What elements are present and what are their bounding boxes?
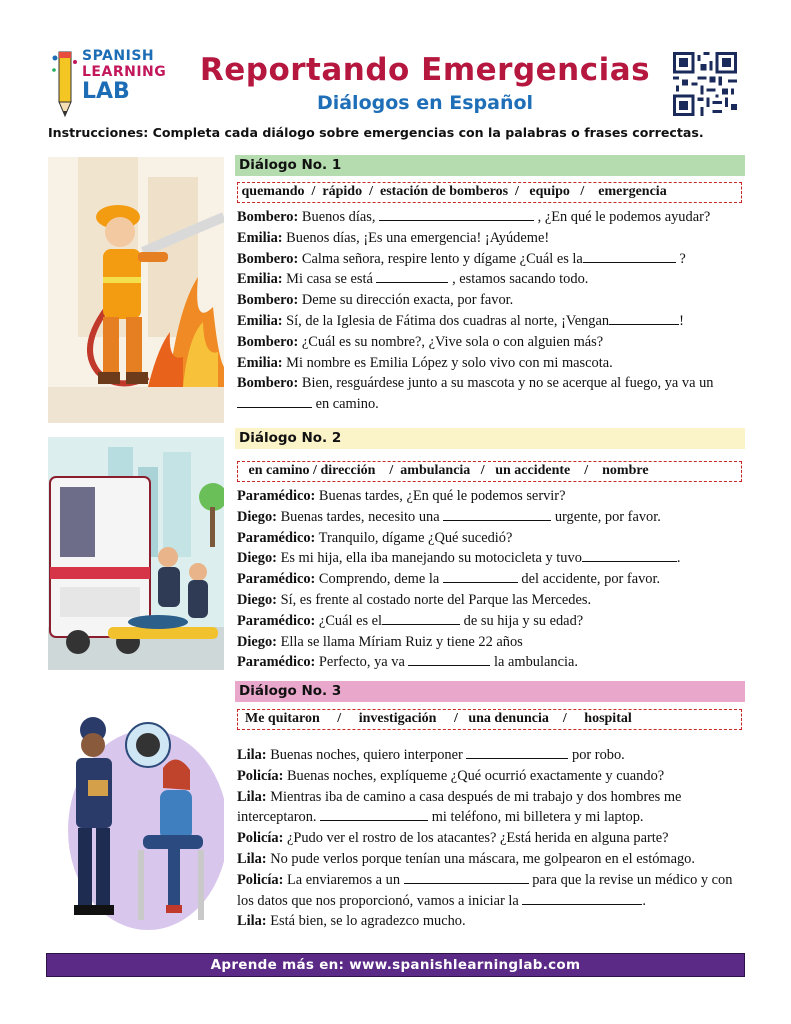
answer-blank[interactable] [583,249,676,263]
dialog-line [237,507,747,528]
section-2-header: Diálogo No. 2 [235,428,745,449]
dialog-line [237,311,747,332]
speaker-label: Policía: [237,767,284,784]
section-3-header: Diálogo No. 3 [235,681,745,702]
dialog-line [237,632,747,653]
dialog-text: Comprendo, deme la [315,571,443,588]
dialog-line [237,766,747,787]
speaker-label: Bombero: [237,250,299,267]
dialog-line [237,249,747,270]
speaker-label: Policía: [237,830,284,847]
speaker-label: Emilia: [237,354,283,371]
dialog-text: Calma señora, respire lento y dígame ¿Cuál es la [298,250,583,267]
answer-blank[interactable] [408,652,490,666]
dialog-text: ¿Cuál es su nombre?, ¿Vive sola o con alguien más? [298,333,604,350]
speaker-label: Emilia: [237,271,283,288]
section-3-dialog [237,745,747,932]
speaker-label: Bombero: [237,333,299,350]
section-3-word-bank: Me quitaron / investigación / una denuncia / hospital [237,709,742,730]
speaker-label: Lila: [237,913,267,930]
section-2-dialog [237,486,747,673]
dialog-line [237,849,747,870]
speaker-label: Policía: [237,871,284,888]
dialog-text: Sí, es frente al costado norte del Parque las Mercedes. [276,591,592,608]
dialog-line [237,207,747,228]
dialog-text: . [676,550,681,567]
dialog-line [237,486,747,507]
logo-line-3: LAB [82,79,130,104]
dialog-text: Buenas tardes, ¿En qué le podemos servir? [315,488,566,504]
answer-blank[interactable] [582,548,677,562]
dialog-line [237,611,747,632]
logo-line-1: SPANISH [82,48,155,64]
dialog-line [237,228,747,249]
speaker-label: Bombero: [237,375,299,392]
section-1-header: Diálogo No. 1 [235,155,745,176]
dialog-line [237,569,747,590]
dialog-line [237,332,747,353]
speaker-label: Diego: [237,508,277,525]
dialog-text: ¿Cuál es el [315,612,383,629]
dialog-line [237,787,747,829]
dialog-line [237,548,747,569]
dialog-text: la ambulancia. [490,654,578,671]
dialog-line [237,911,747,932]
page-subtitle: Diálogos en Español [316,92,534,114]
dialog-line [237,870,747,912]
speaker-label: Emilia: [237,229,283,246]
answer-blank[interactable] [382,611,460,625]
dialog-text: Perfecto, ya va [315,654,409,671]
dialog-text: Mi casa se está [282,271,377,288]
dialog-text: , ¿En qué le podemos ayudar? [534,209,711,225]
answer-blank[interactable] [237,394,312,408]
answer-blank[interactable] [320,807,428,821]
speaker-label: Paramédico: [237,488,316,504]
dialog-text: Bien, resguárdese junto a su mascota y no se acerque al fuego, ya va un [298,375,714,392]
dialog-text: ? [675,250,686,267]
speaker-label: Bombero: [237,209,299,225]
speaker-label: Lila: [237,747,267,763]
dialog-line [237,269,747,290]
page-title: Reportando Emergencias [199,52,651,88]
dialog-line [237,828,747,849]
dialog-text: de su hija y su edad? [460,612,584,629]
instructions: Instrucciones: Completa cada diálogo sobre emergencias con la palabras o frases correctas. [48,125,704,140]
answer-blank[interactable] [443,507,551,521]
dialog-line [237,528,747,549]
speaker-label: Paramédico: [237,571,316,588]
dialog-text: para que la revise un médico y con los datos que nos proporcionó, vamos a iniciar la [237,871,733,909]
dialog-text: por robo. [568,747,625,763]
pencil-logo-icon [50,48,80,120]
dialog-line [237,590,747,611]
answer-blank[interactable] [376,269,448,283]
answer-blank[interactable] [609,311,679,325]
logo [50,48,185,120]
speaker-label: Lila: [237,788,267,805]
speaker-label: Diego: [237,591,277,608]
dialog-line [237,290,747,311]
answer-blank[interactable] [379,207,534,221]
dialog-text: urgente, por favor. [551,508,661,525]
dialog-text: Buenos días, ¡Es una emergencia! ¡Ayúdeme! [282,229,550,246]
section-1-word-bank: quemando / rápido / estación de bomberos / equipo / emergencia [237,182,742,203]
police-illustration [48,700,224,940]
dialog-text: ¿Pudo ver el rostro de los atacantes? ¿Está herida en alguna parte? [283,830,669,847]
dialog-text: Buenas noches, explíqueme ¿Qué ocurrió exactamente y cuando? [283,767,665,784]
logo-line-2: LEARNING [82,64,167,80]
ambulance-illustration [48,437,224,670]
logo-text [82,48,166,104]
answer-blank[interactable] [443,569,518,583]
answer-blank[interactable] [404,870,529,884]
dialog-line [237,652,747,673]
qr-code-icon[interactable] [673,52,737,116]
dialog-line [237,353,747,374]
dialog-text: . [642,892,646,909]
dialog-text: Deme su dirección exacta, por favor. [298,292,514,309]
dialog-text: Mientras iba de camino a casa después de mi trabajo y dos hombres me interceptaron. [237,788,682,826]
dialog-text: Está bien, se lo agradezco mucho. [266,913,466,930]
dialog-text: del accidente, por favor. [517,571,661,588]
speaker-label: Paramédico: [237,654,316,671]
speaker-label: Emilia: [237,312,283,329]
speaker-label: Bombero: [237,292,299,309]
section-2-word-bank: en camino / dirección / ambulancia / un accidente / nombre [237,461,742,482]
dialog-text: Buenos días, [298,209,380,225]
dialog-text: Mi nombre es Emilia López y solo vivo con mi mascota. [282,354,613,371]
dialog-text: Tranquilo, dígame ¿Qué sucedió? [315,529,513,546]
dialog-text: ! [679,312,684,329]
dialog-text: Sí, de la Iglesia de Fátima dos cuadras al norte, ¡Vengan [282,312,610,329]
dialog-text: La enviaremos a un [283,871,404,888]
firefighter-illustration [48,157,224,423]
speaker-label: Diego: [237,633,277,650]
dialog-text: Es mi hija, ella iba manejando su motocicleta y tuvo [276,550,582,567]
section-1-dialog [237,207,747,415]
footer-website-link[interactable]: Aprende más en: www.spanishlearninglab.com [46,953,745,977]
speaker-label: Lila: [237,850,267,867]
speaker-label: Paramédico: [237,529,316,546]
dialog-text: Ella se llama Míriam Ruiz y tiene 22 años [276,633,523,650]
speaker-label: Paramédico: [237,612,316,629]
dialog-text: No pude verlos porque tenían una máscara, me golpearon en el estómago. [266,850,695,867]
answer-blank[interactable] [522,891,642,905]
dialog-text: , estamos sacando todo. [448,271,589,288]
speaker-label: Diego: [237,550,277,567]
dialog-text: en camino. [312,396,379,413]
dialog-line [237,745,747,766]
dialog-text: mi teléfono, mi billetera y mi laptop. [428,809,644,826]
answer-blank[interactable] [466,745,568,759]
dialog-text: Buenas noches, quiero interponer [266,747,467,763]
dialog-line [237,373,747,415]
dialog-text: Buenas tardes, necesito una [276,508,444,525]
